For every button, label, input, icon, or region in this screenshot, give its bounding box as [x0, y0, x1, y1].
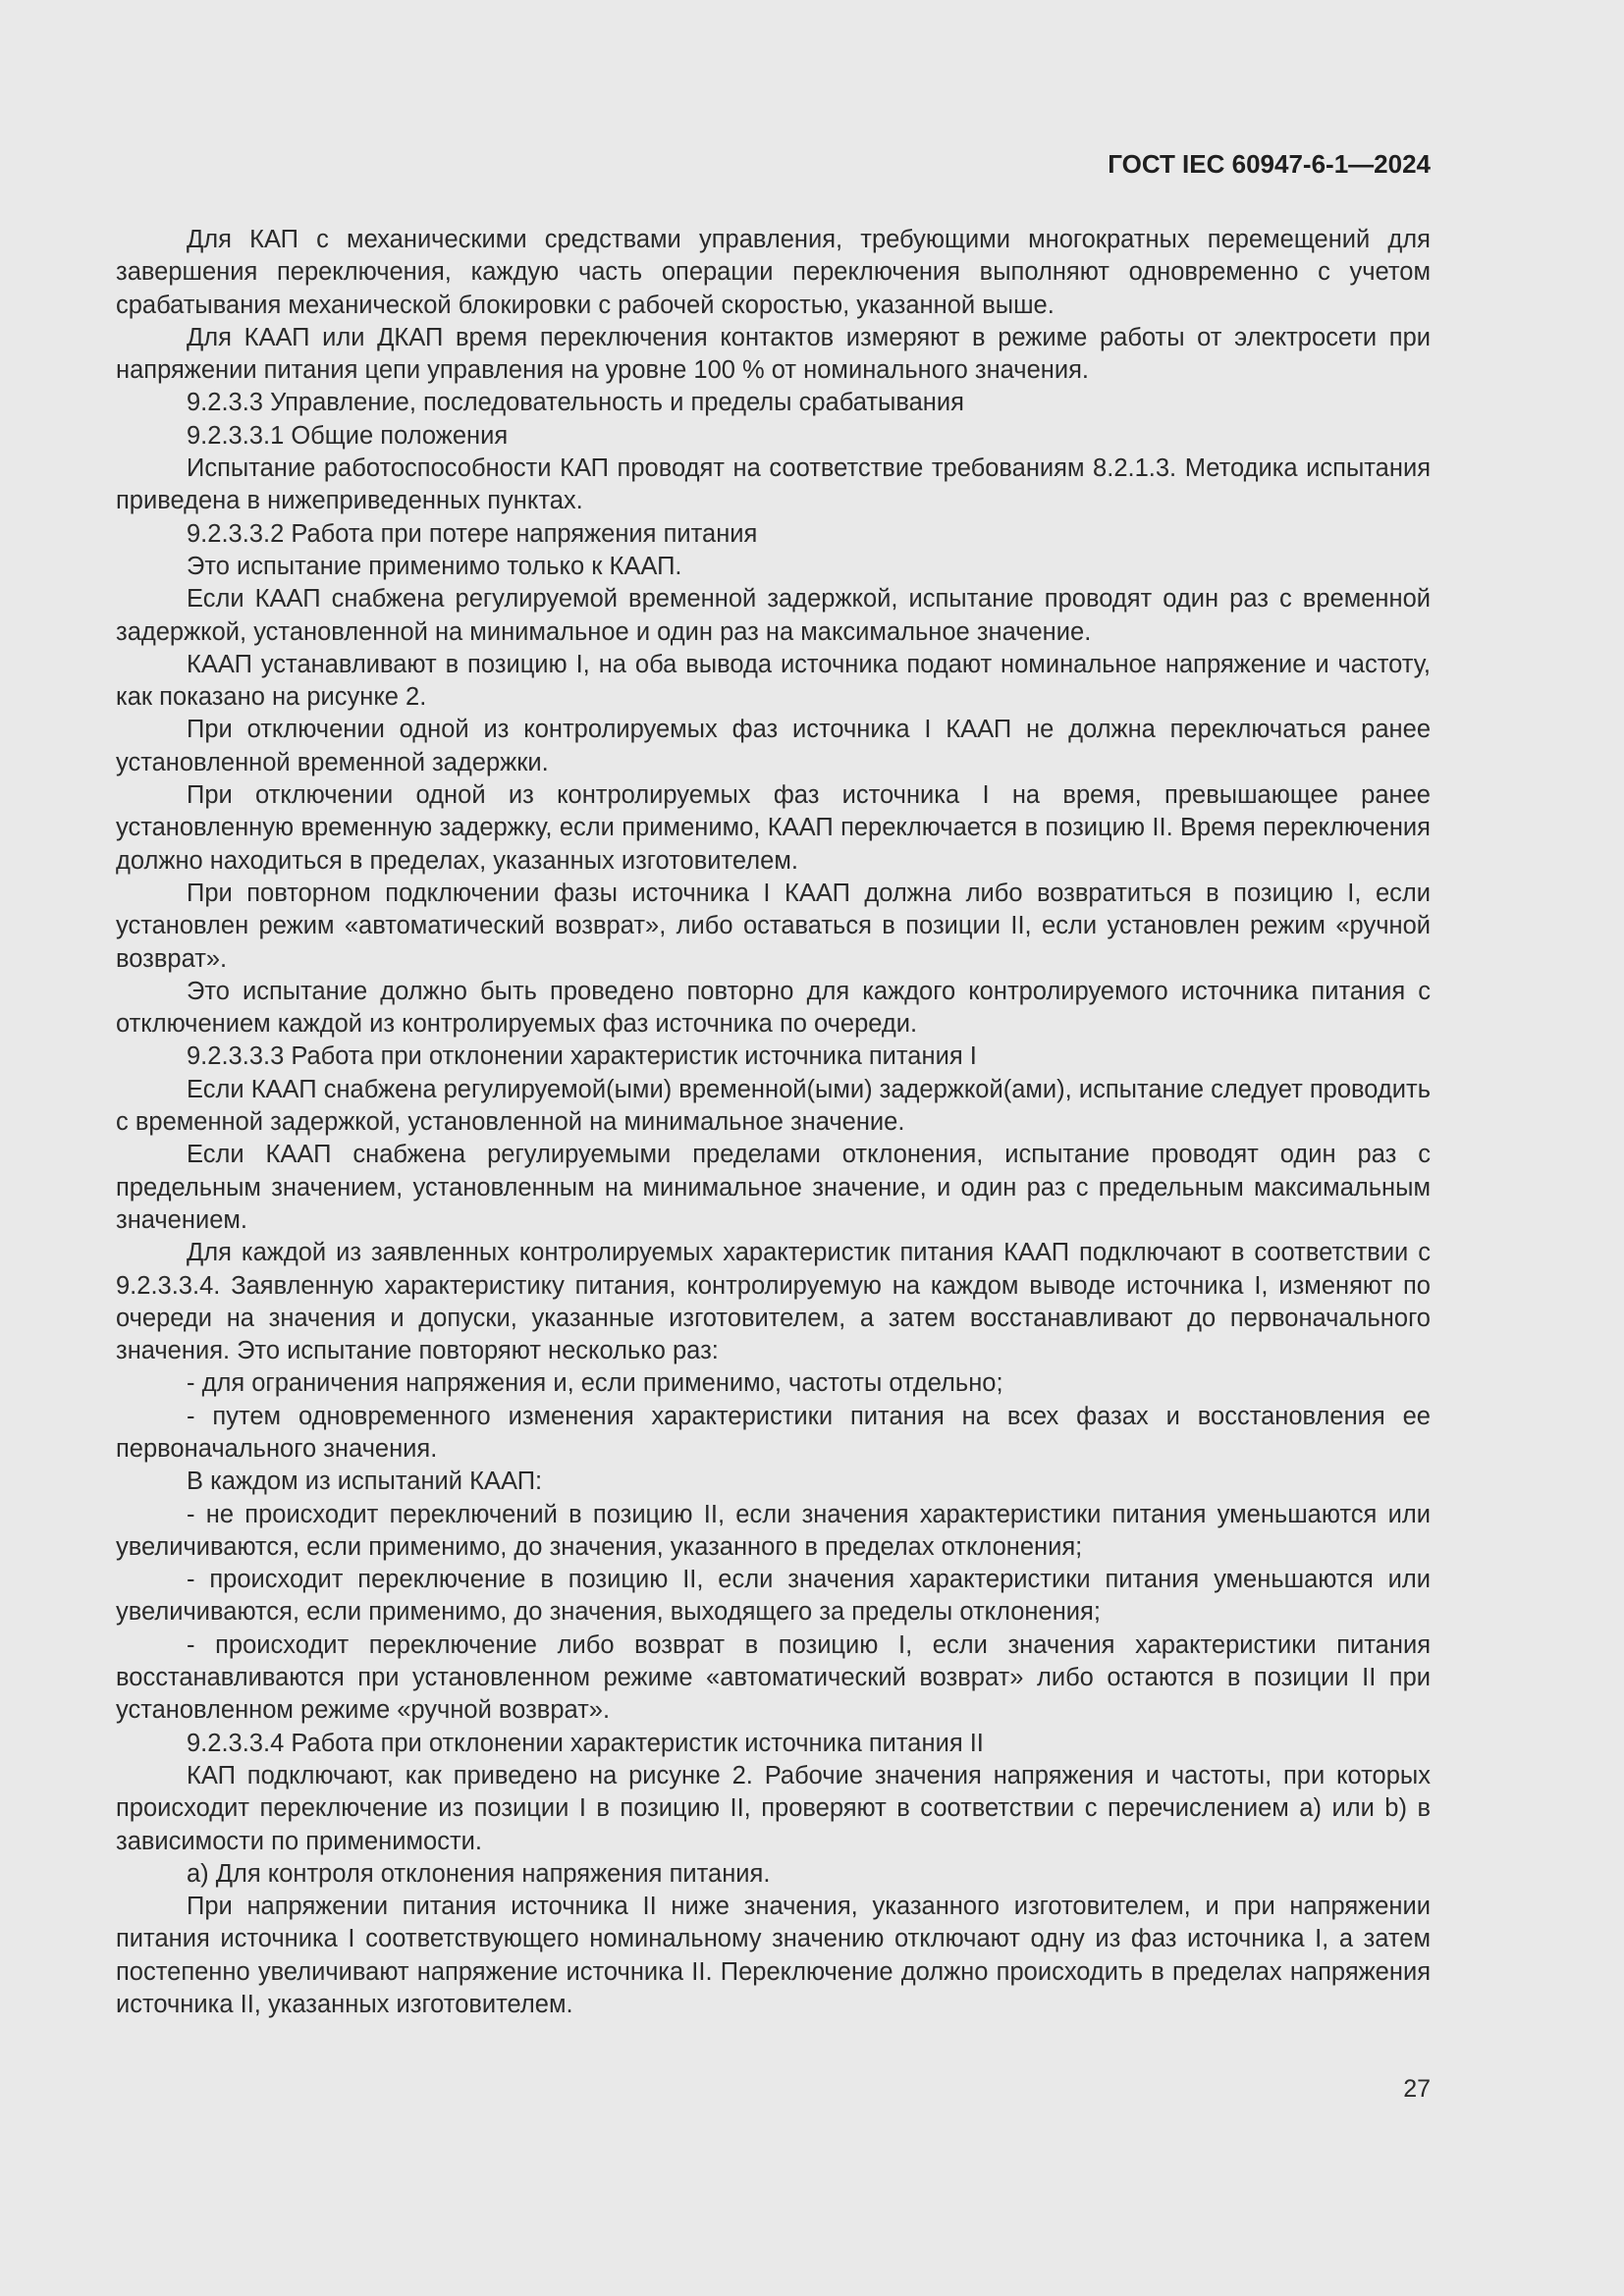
list-item: - происходит переключение либо возврат в позицию I, если значения характеристики питания восстанавливаются при установленном режиме «автоматический возврат» либо остаются в позиции II при установленном режиме «ручной возврат». — [116, 1630, 1431, 1725]
section-heading: 9.2.3.3.3 Работа при отклонении характеристик источника питания I — [187, 1042, 977, 1071]
paragraph: Для КАП с механическими средствами управления, требующими многократных перемещений для завершения переключения, каждую часть операции переключения выполняют одновременно с учетом срабатывания механической блокировки с рабочей скоростью, указанной выше. — [116, 226, 1431, 319]
list-item: - путем одновременного изменения характеристики питания на всех фазах и восстановления ее первоначального значения. — [116, 1402, 1431, 1463]
paragraph: При повторном подключении фазы источника I КААП должна либо возвратиться в позицию I, если установлен режим «автоматический возврат», либо оставаться в позиции II, если установлен режим «ручной возврат». — [116, 879, 1431, 973]
document-body — [116, 224, 1431, 2021]
page-number: 27 — [1403, 2075, 1431, 2103]
section-heading: 9.2.3.3.2 Работа при потере напряжения питания — [187, 519, 758, 548]
paragraph: Если КААП снабжена регулируемой временной задержкой, испытание проводят один раз с временной задержкой, установленной на минимальное и один раз на максимальное значение. — [116, 585, 1431, 646]
paragraph: Для КААП или ДКАП время переключения контактов измеряют в режиме работы от электросети при напряжении питания цепи управления на уровне 100 % от номинального значения. — [116, 323, 1431, 385]
section-heading: 9.2.3.3.4 Работа при отклонении характеристик источника питания II — [187, 1729, 984, 1757]
section-heading: 9.2.3.3.1 Общие положения — [187, 421, 509, 450]
paragraph: Это испытание должно быть проведено повторно для каждого контролируемого источника питания с отключением каждой из контролируемых фаз источника по очереди. — [116, 977, 1431, 1039]
paragraph: Для каждой из заявленных контролируемых характеристик питания КААП подключают в соответствии с 9.2.3.3.4. Заявленную характеристику питания, контролируемую на каждом выводе источника I, изменяют по очереди на значения и допуски, указанные изготовителем, а затем восстанавливают до первоначального значения. Это испытание повторяют несколько раз: — [116, 1239, 1431, 1365]
paragraph: Это испытание применимо только к КААП. — [187, 552, 682, 580]
paragraph: В каждом из испытаний КААП: — [187, 1468, 543, 1496]
paragraph: Если КААП снабжена регулируемой(ыми) временной(ыми) задержкой(ами), испытание следует проводить с временной задержкой, установленной на минимальное значение. — [116, 1075, 1431, 1137]
paragraph: При отключении одной из контролируемых фаз источника I КААП не должна переключаться ранее установленной временной задержки. — [116, 716, 1431, 776]
standard-header: ГОСТ IEC 60947-6-1—2024 — [1108, 149, 1431, 179]
list-item: - для ограничения напряжения и, если применимо, частоты отдельно; — [187, 1369, 1003, 1398]
paragraph: КААП устанавливают в позицию I, на оба вывода источника подают номинальное напряжение и частоту, как показано на рисунке 2. — [116, 650, 1431, 712]
list-item: а) Для контроля отклонения напряжения питания. — [187, 1859, 771, 1888]
paragraph: КАП подключают, как приведено на рисунке 2. Рабочие значения напряжения и частоты, при которых происходит переключение из позиции I в позицию II, проверяют в соответствии с перечислением а) или b) в зависимости по применимости. — [116, 1761, 1431, 1855]
paragraph: Если КААП снабжена регулируемыми пределами отклонения, испытание проводят один раз с предельным значением, установленным на минимальное значение, и один раз с предельным максимальным значением. — [116, 1141, 1431, 1234]
list-item: - происходит переключение в позицию II, если значения характеристики питания уменьшаются или увеличиваются, если применимо, до значения, выходящего за пределы отклонения; — [116, 1566, 1431, 1627]
section-heading: 9.2.3.3 Управление, последовательность и пределы срабатывания — [187, 389, 964, 417]
list-item: - не происходит переключений в позицию II, если значения характеристики питания уменьшаются или увеличиваются, если применимо, до значения, указанного в пределах отклонения; — [116, 1500, 1431, 1561]
paragraph: При напряжении питания источника II ниже значения, указанного изготовителем, и при напряжении питания источника I соответствующего номинальному значению отключают одну из фаз источника I, а затем постепенно увеличивают напряжение источника II. Переключение должно происходить в пределах напряжения источника II, указанных изготовителем. — [116, 1893, 1431, 2019]
paragraph: Испытание работоспособности КАП проводят на соответствие требованиям 8.2.1.3. Методика испытания приведена в нижеприведенных пунктах. — [116, 454, 1431, 515]
paragraph: При отключении одной из контролируемых фаз источника I на время, превышающее ранее установленную временную задержку, если применимо, КААП переключается в позицию II. Время переключения должно находиться в пределах, указанных изготовителем. — [116, 781, 1431, 875]
